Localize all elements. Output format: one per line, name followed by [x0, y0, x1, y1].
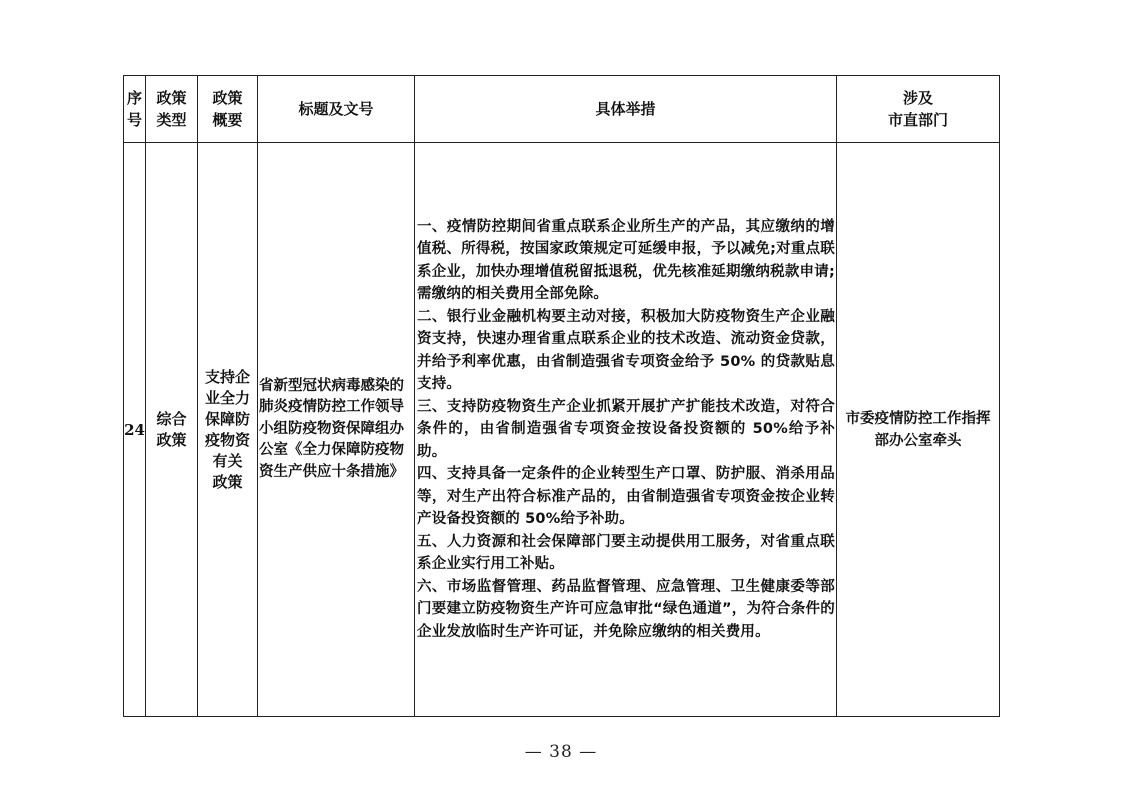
header-measures: 具体举措 [415, 76, 837, 143]
cell-department: 市委疫情防控工作指挥 部办公室牵头 [837, 143, 1000, 717]
page-number: — 38 — [524, 742, 598, 762]
cell-title-doc: 省新型冠状病毒感染的肺炎疫情防控工作领导小组防疫物资保障组办公室《全力保障防疫物资生产供应十条措施》 [258, 143, 415, 717]
measure-item-2: 二、银行业金融机构要主动对接，积极加大防疫物资生产企业融资支持，快速办理省重点联系企业的技术改造、流动资金贷款，并给予利率优惠，由省制造强省专项资金给予 50% 的贷款贴息支持。 [417, 308, 835, 393]
header-seq: 序 号 [124, 76, 146, 143]
measure-item-3: 三、支持防疫物资生产企业抓紧开展扩产扩能技术改造，对符合条件的，由省制造强省专项资金按设备投资额的 50%给予补助。 [417, 398, 835, 460]
cell-seq: 24 [124, 143, 146, 717]
measure-item-4: 四、支持具备一定条件的企业转型生产口罩、防护服、消杀用品等，对生产出符合标准产品的，由省制造强省专项资金按企业转产设备投资额的 50%给予补助。 [417, 466, 835, 528]
measure-item-5: 五、人力资源和社会保障部门要主动提供用工服务，对省重点联系企业实行用工补贴。 [417, 533, 835, 573]
header-policy-type: 政策 类型 [146, 76, 198, 143]
cell-policy-summary: 支持企 业全力 保障防 疫物资 有关 政策 [198, 143, 258, 717]
header-title-doc: 标题及文号 [258, 76, 415, 143]
cell-policy-type: 综合 政策 [146, 143, 198, 717]
table-header-row [124, 76, 1000, 143]
policy-table [123, 75, 1000, 717]
cell-measures [415, 143, 837, 717]
header-department: 涉及 市直部门 [837, 76, 1000, 143]
header-policy-summary: 政策 概要 [198, 76, 258, 143]
table-row [124, 143, 1000, 717]
measure-item-1: 一、疫情防控期间省重点联系企业所生产的产品，其应缴纳的增值税、所得税，按国家政策规定可延缓申报，予以减免;对重点联系企业，加快办理增值税留抵退税，优先核准延期缴纳税款申请;需缴纳的相关费用全部免除。 [417, 218, 835, 303]
measure-item-6: 六、市场监督管理、药品监督管理、应急管理、卫生健康委等部门要建立防疫物资生产许可应急审批“绿色通道”，为符合条件的企业发放临时生产许可证，并免除应缴纳的相关费用。 [417, 578, 835, 640]
